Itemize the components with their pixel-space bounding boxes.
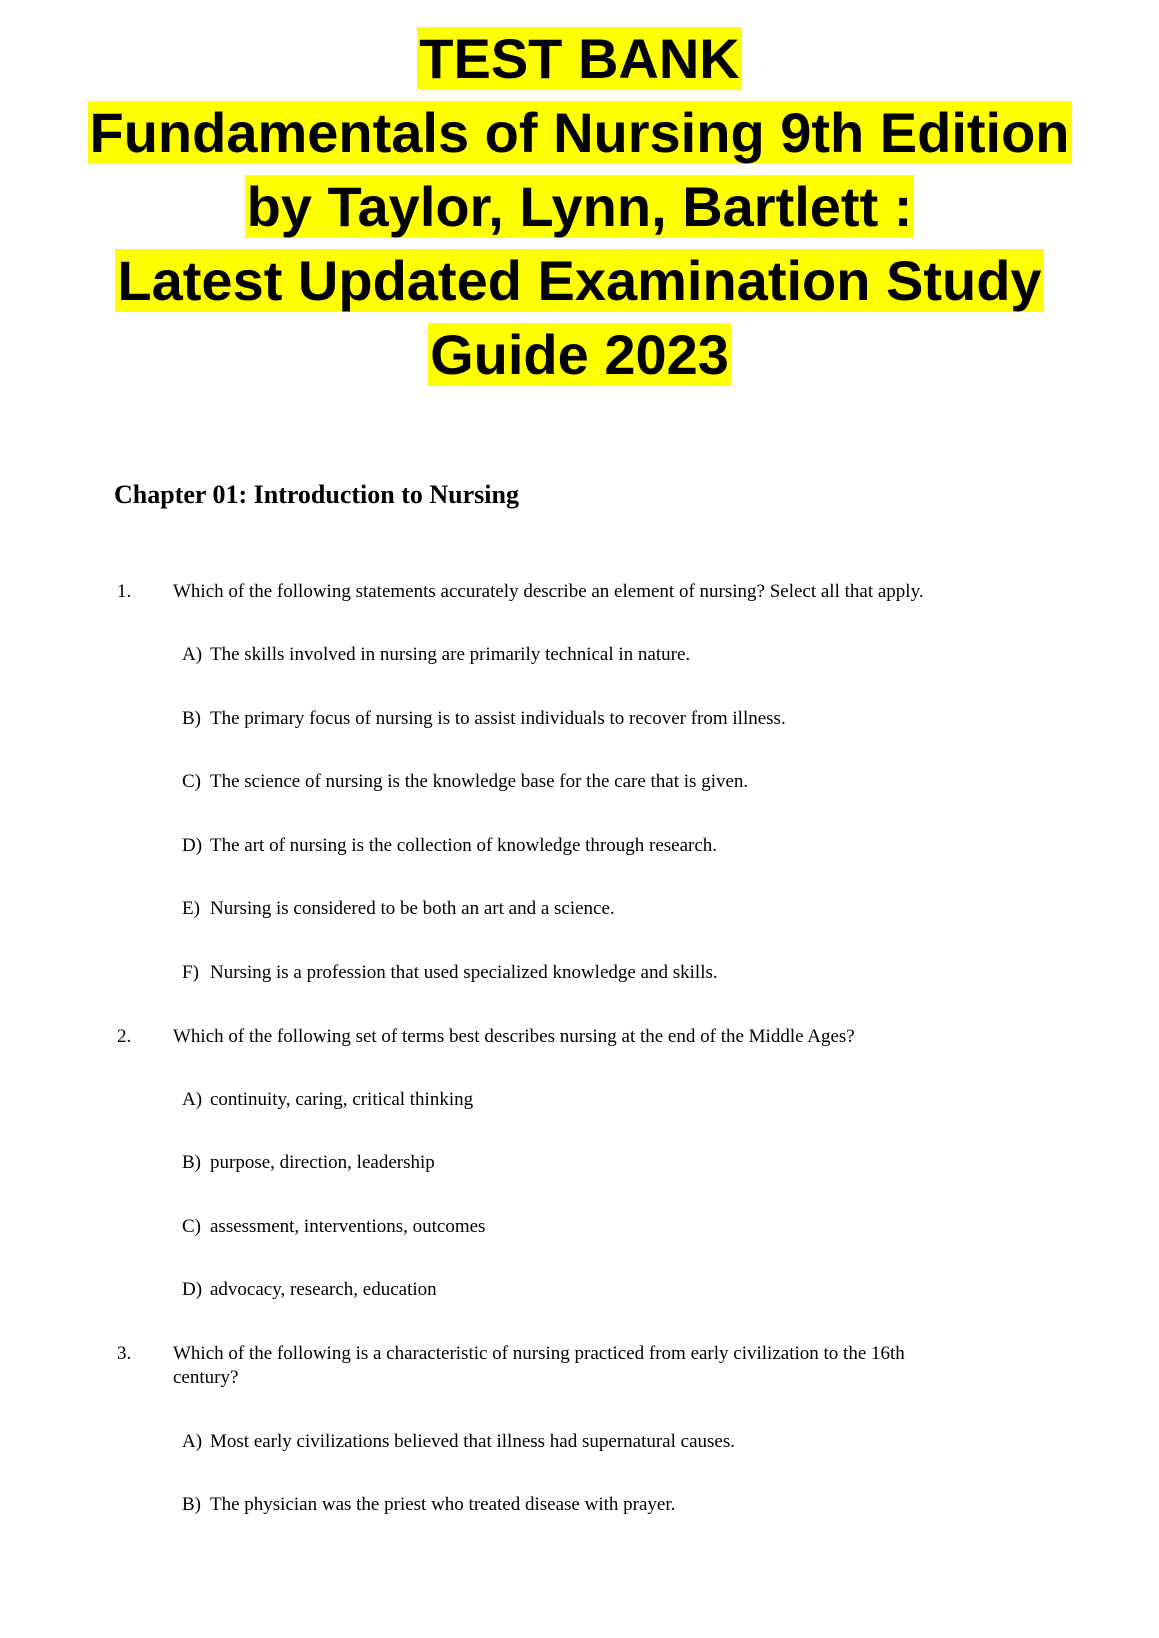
chapter-heading: Chapter 01: Introduction to Nursing	[114, 480, 519, 509]
option-letter: A)	[182, 1089, 203, 1110]
option-text: The physician was the priest who treated disease with prayer.	[210, 1494, 676, 1515]
answer-option	[182, 1151, 435, 1175]
question-number: 2.	[117, 1026, 132, 1047]
option-letter: D)	[182, 1279, 203, 1300]
option-letter: A)	[182, 1431, 203, 1452]
document-title	[0, 22, 1159, 392]
option-letter: C)	[182, 771, 201, 792]
option-letter: B)	[182, 1152, 201, 1173]
title-line: Fundamentals of Nursing 9th Edition	[89, 101, 1070, 164]
question-text-line: century?	[173, 1367, 239, 1388]
option-letter: C)	[182, 1216, 201, 1237]
answer-option	[182, 1430, 735, 1454]
option-letter: B)	[182, 708, 201, 729]
option-text: Most early civilizations believed that illness had supernatural causes.	[210, 1431, 735, 1452]
option-letter: B)	[182, 1494, 201, 1515]
answer-option	[182, 961, 718, 985]
option-text: Nursing is considered to be both an art and a science.	[210, 898, 615, 919]
option-letter: A)	[182, 644, 203, 665]
option-text: The skills involved in nursing are primarily technical in nature.	[210, 644, 691, 665]
title-line: by Taylor, Lynn, Bartlett :	[246, 175, 913, 238]
question-text-line: Which of the following is a characteristic of nursing practiced from early civilization to the 16th	[173, 1343, 905, 1364]
answer-option	[182, 1088, 473, 1112]
option-text: The primary focus of nursing is to assist individuals to recover from illness.	[210, 708, 786, 729]
title-line: TEST BANK	[419, 27, 740, 90]
answer-option	[182, 834, 717, 858]
answer-option	[182, 707, 786, 731]
option-text: advocacy, research, education	[210, 1279, 437, 1300]
answer-option	[182, 1278, 437, 1302]
option-letter: D)	[182, 835, 203, 856]
option-letter: F)	[182, 962, 199, 983]
option-text: Nursing is a profession that used specialized knowledge and skills.	[210, 962, 718, 983]
question-text: Which of the following set of terms best describes nursing at the end of the Middle Ages?	[173, 1026, 855, 1047]
question-number: 3.	[117, 1343, 132, 1364]
option-text: The science of nursing is the knowledge base for the care that is given.	[210, 771, 749, 792]
option-text: purpose, direction, leadership	[210, 1152, 435, 1173]
option-text: The art of nursing is the collection of knowledge through research.	[210, 835, 718, 856]
question-text: Which of the following statements accurately describe an element of nursing? Select all that apply.	[173, 581, 924, 602]
option-letter: E)	[182, 898, 200, 919]
question-number: 1.	[117, 581, 132, 602]
answer-option	[182, 770, 748, 794]
option-text: continuity, caring, critical thinking	[210, 1089, 474, 1110]
answer-option	[182, 643, 690, 667]
answer-option	[182, 1493, 675, 1517]
title-line: Latest Updated Examination Study	[117, 249, 1042, 312]
answer-option	[182, 897, 615, 921]
option-text: assessment, interventions, outcomes	[210, 1216, 486, 1237]
title-line: Guide 2023	[430, 323, 729, 386]
answer-option	[182, 1215, 485, 1239]
